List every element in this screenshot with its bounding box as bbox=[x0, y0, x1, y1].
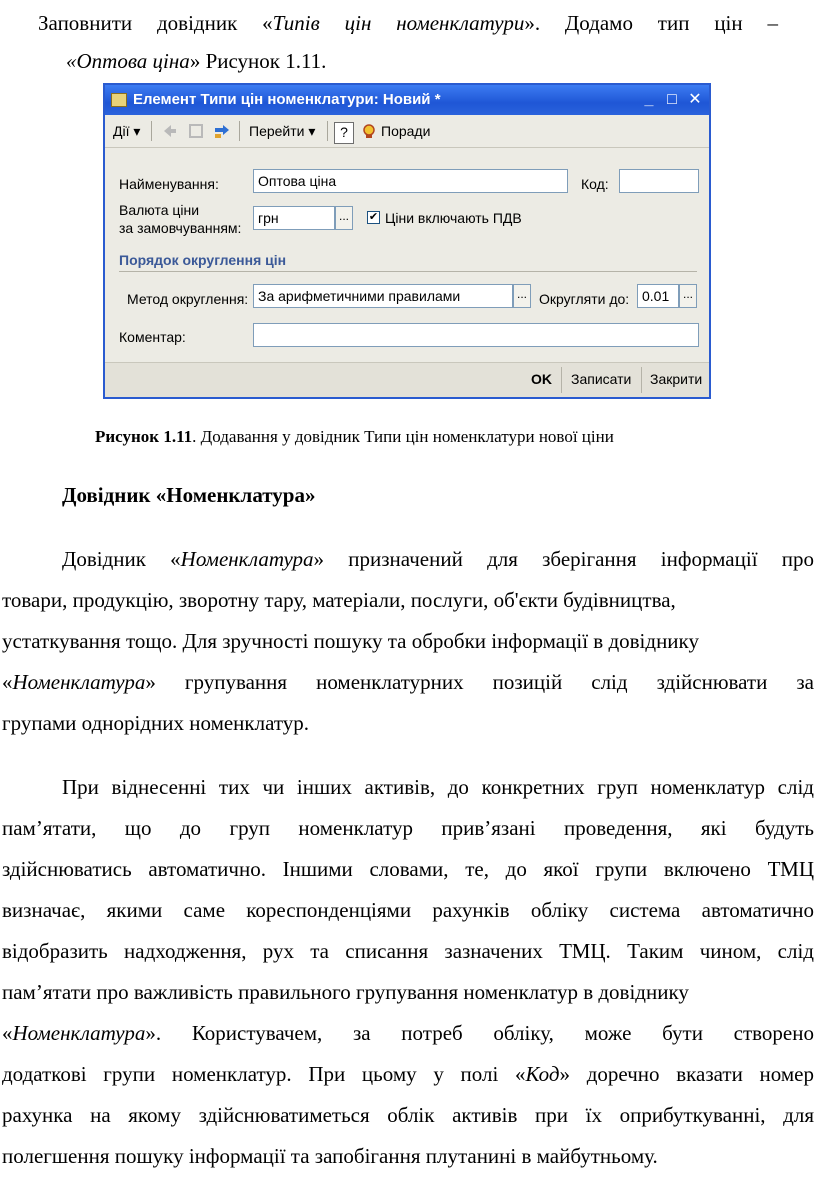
toolbar bbox=[105, 115, 709, 148]
figure-caption bbox=[95, 424, 614, 450]
text-span: додаткові групи номенклатур. При цьому у полі « bbox=[2, 1062, 526, 1086]
italic-term: Номенклатура bbox=[12, 1021, 146, 1045]
footer-separator bbox=[561, 367, 562, 393]
rounding-method-label: Метод округлення: bbox=[127, 291, 249, 307]
actions-menu[interactable] bbox=[113, 121, 140, 141]
rounding-method-select-button[interactable]: ... bbox=[513, 284, 531, 308]
tips-button[interactable]: Поради bbox=[381, 123, 431, 139]
text-span: » групування номенклатурних позицій слід здійснювати за bbox=[145, 670, 814, 694]
paragraph-2-line bbox=[2, 1061, 814, 1087]
window-footer bbox=[105, 362, 709, 397]
italic-term: Номенклатура bbox=[180, 547, 314, 571]
intro-italic: Типів цін номенклатури bbox=[272, 11, 525, 35]
footer-separator bbox=[641, 367, 642, 393]
toolbar-separator bbox=[239, 121, 240, 141]
minimize-button[interactable]: _ bbox=[644, 91, 654, 108]
paragraph-1-line: устаткування тощо. Для зручності пошуку та обробки інформації в довіднику bbox=[2, 629, 699, 653]
structure-icon[interactable] bbox=[187, 122, 205, 140]
folder-icon bbox=[111, 93, 127, 107]
actions-label: Дії bbox=[113, 123, 130, 139]
group-divider bbox=[119, 271, 697, 272]
paragraph-1-line bbox=[62, 546, 814, 572]
intro-italic: «Оптова ціна bbox=[66, 49, 190, 73]
toolbar-separator bbox=[151, 121, 152, 141]
chevron-down-icon: ▾ bbox=[308, 123, 316, 139]
move-arrows-icon[interactable] bbox=[213, 122, 231, 140]
close-window-button[interactable]: ✕ bbox=[688, 91, 702, 108]
intro-line-2 bbox=[66, 48, 326, 74]
help-button[interactable]: ? bbox=[334, 122, 354, 144]
rounding-method-input[interactable]: За арифметичними правилами bbox=[253, 284, 513, 308]
caption-text: . Додавання у довідник Типи цін номенклатури нової ціни bbox=[192, 427, 614, 446]
comment-input[interactable] bbox=[253, 323, 699, 347]
paragraph-2-line bbox=[2, 1020, 814, 1046]
section-heading: Довідник «Номенклатура» bbox=[62, 483, 316, 507]
caption-label: Рисунок 1.11 bbox=[95, 427, 193, 446]
text-span: » доречно вказати номер bbox=[559, 1062, 814, 1086]
paragraph-2-line: полегшення пошуку інформації та запобігання плутанині в майбутньому. bbox=[2, 1144, 658, 1168]
back-arrow-icon[interactable] bbox=[161, 122, 179, 140]
window-title: Елемент Типи цін номенклатури: Новий * bbox=[133, 91, 441, 108]
intro-text: » Рисунок 1.11. bbox=[189, 49, 327, 73]
vat-label: Ціни включають ПДВ bbox=[385, 210, 522, 226]
paragraph-2-line: відобразить надходження, рух та списання зазначених ТМЦ. Таким чином, слід bbox=[2, 939, 814, 963]
maximize-button[interactable]: □ bbox=[667, 91, 677, 108]
code-label: Код: bbox=[581, 176, 609, 192]
currency-select-button[interactable]: ... bbox=[335, 206, 353, 230]
close-button[interactable]: Закрити bbox=[650, 371, 703, 387]
paragraph-1-line: товари, продукцію, зворотну тару, матеріали, послуги, об'єкти будівництва, bbox=[2, 588, 676, 612]
text-span: « bbox=[2, 1021, 13, 1045]
chevron-down-icon: ▾ bbox=[133, 123, 141, 139]
text-span: « bbox=[2, 670, 13, 694]
tips-lightbulb-icon[interactable] bbox=[360, 122, 378, 140]
text-span: ». Користувачем, за потреб обліку, може бути створено bbox=[145, 1021, 814, 1045]
intro-text: ». Додамо тип цін – bbox=[524, 11, 778, 35]
paragraph-2-line: пам’ятати про важливість правильного групування номенклатур в довіднику bbox=[2, 980, 689, 1004]
goto-label: Перейти bbox=[249, 123, 305, 139]
toolbar-separator bbox=[327, 121, 328, 141]
intro-line-1 bbox=[38, 10, 778, 36]
paragraph-2-line: пам’ятати, що до груп номенклатур прив’язані проведення, які будуть bbox=[2, 816, 814, 840]
name-input[interactable]: Оптова ціна bbox=[253, 169, 568, 193]
paragraph-1-line: групами однорідних номенклатур. bbox=[2, 711, 310, 735]
paragraph-2-line: здійснюватись автоматично. Іншими словами, те, до якої групи включено ТМЦ bbox=[2, 857, 814, 881]
round-to-label: Округляти до: bbox=[539, 291, 630, 307]
text-span: » призначений для зберігання інформації про bbox=[313, 547, 814, 571]
intro-text: Заповнити довідник « bbox=[38, 11, 273, 35]
comment-label: Коментар: bbox=[119, 329, 186, 345]
paragraph-2-line: рахунка на якому здійснюватиметься облік активів при їх оприбуткуванні, для bbox=[2, 1103, 814, 1127]
paragraph-2-line: При віднесенні тих чи інших активів, до конкретних груп номенклатур слід bbox=[62, 775, 814, 799]
name-label: Найменування: bbox=[119, 176, 219, 192]
paragraph-1-line bbox=[2, 669, 814, 695]
text-span: Довідник « bbox=[62, 547, 181, 571]
ok-button[interactable]: OK bbox=[531, 371, 552, 387]
italic-term: Номенклатура bbox=[12, 670, 146, 694]
code-input[interactable] bbox=[619, 169, 699, 193]
currency-label-line-2: за замовчуванням: bbox=[119, 220, 242, 236]
window-titlebar[interactable] bbox=[105, 85, 709, 115]
price-type-window bbox=[103, 83, 711, 399]
round-to-select-button[interactable]: ... bbox=[679, 284, 697, 308]
currency-label-line-1: Валюта ціни bbox=[119, 202, 200, 218]
rounding-group-title: Порядок округлення цін bbox=[119, 252, 287, 268]
round-to-input[interactable]: 0.01 bbox=[637, 284, 679, 308]
goto-menu[interactable] bbox=[249, 121, 315, 141]
vat-checkbox[interactable]: ✔ bbox=[368, 211, 379, 223]
paragraph-2-line: визначає, якими саме кореспонденціями рахунків обліку система автоматично bbox=[2, 898, 814, 922]
currency-input[interactable]: грн bbox=[253, 206, 335, 230]
italic-term: Код bbox=[525, 1062, 560, 1086]
save-button[interactable]: Записати bbox=[571, 371, 632, 387]
